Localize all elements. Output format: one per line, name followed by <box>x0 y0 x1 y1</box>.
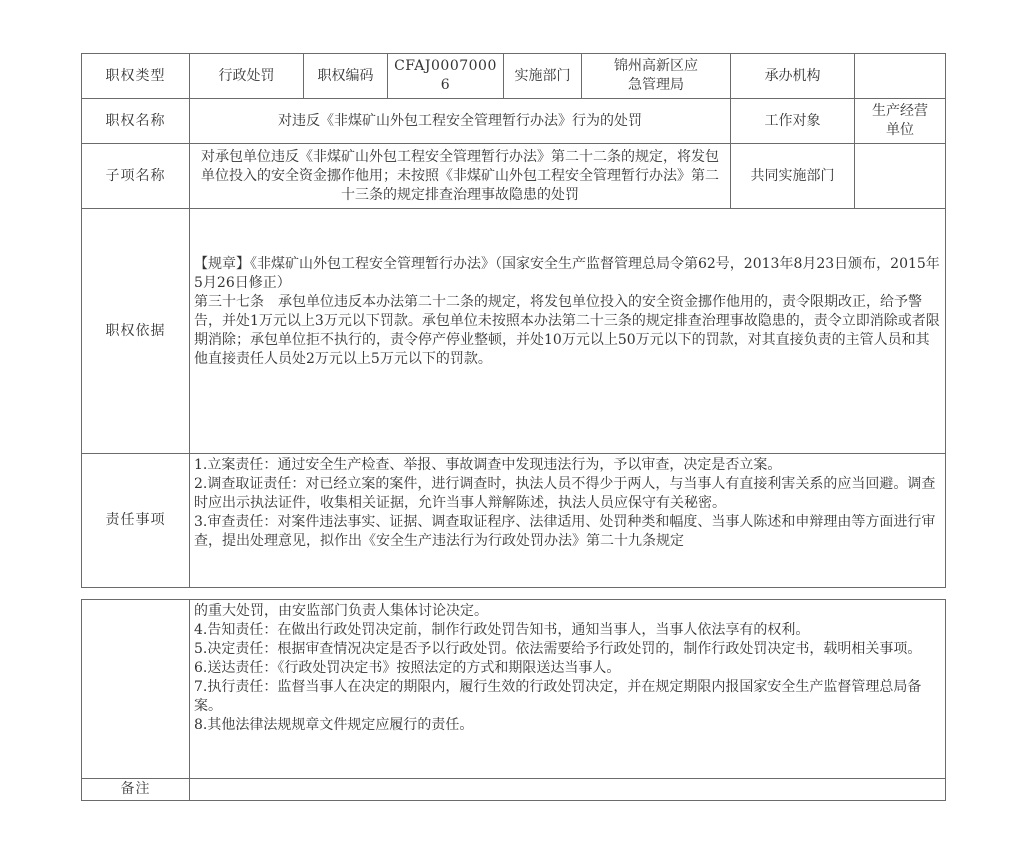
row-duty-part1 <box>82 454 946 588</box>
code-label: 职权编码 <box>304 54 388 99</box>
authority-table-upper <box>81 53 946 588</box>
row-basis <box>82 209 946 454</box>
type-value: 行政处罚 <box>190 54 304 99</box>
duty-item: 1.立案责任：通过安全生产检查、举报、事故调查中发现违法行为，予以审查，决定是否立案。 <box>194 457 782 473</box>
target-value: 生产经营单位 <box>855 99 946 144</box>
remarks-value <box>190 779 946 801</box>
type-label: 职权类型 <box>82 54 190 99</box>
sub-label: 子项名称 <box>82 144 190 209</box>
basis-content <box>190 209 946 454</box>
sub-value: 对承包单位违反《非煤矿山外包工程安全管理暂行办法》第二十二条的规定，将发包单位投入的安全资金挪作他用；未按照《非煤矿山外包工程安全管理暂行办法》第二十三条的规定排查治理事故隐患的处罚 <box>190 144 731 209</box>
duty-item: 4.告知责任：在做出行政处罚决定前，制作行政处罚告知书，通知当事人，当事人依法享有的权利。 <box>194 622 810 638</box>
authority-table-lower <box>81 599 946 801</box>
row-duty-part2 <box>82 600 946 779</box>
duty-item: 的重大处罚，由安监部门负责人集体讨论决定。 <box>194 603 488 619</box>
agency-value <box>855 54 946 99</box>
target-label: 工作对象 <box>731 99 855 144</box>
row-sub-item <box>82 144 946 209</box>
duty-item: 7.执行责任：监督当事人在决定的期限内，履行生效的行政处罚决定，并在规定期限内报国家安全生产监督管理总局备案。 <box>194 679 922 714</box>
name-label: 职权名称 <box>82 99 190 144</box>
duty-item: 2.调查取证责任：对已经立案的案件，进行调查时，执法人员不得少于两人，与当事人有直接利害关系的应当回避。调查时应出示执法证件，收集相关证据，允许当事人辩解陈述，执法人员应保守有关秘密。 <box>194 476 936 511</box>
agency-label: 承办机构 <box>731 54 855 99</box>
row-authority-name <box>82 99 946 144</box>
basis-regulation: 【规章】《非煤矿山外包工程安全管理暂行办法》（国家安全生产监督管理总局令第62号，2013年8月23日颁布，2015年5月26日修正） <box>194 256 940 291</box>
joint-label: 共同实施部门 <box>731 144 855 209</box>
dept-value: 锦州高新区应急管理局 <box>582 54 731 99</box>
duty-label: 责任事项 <box>82 454 190 588</box>
duty-label-continued <box>82 600 190 779</box>
duty-content-part1 <box>190 454 946 588</box>
dept-label: 实施部门 <box>504 54 582 99</box>
row-remarks <box>82 779 946 801</box>
basis-label: 职权依据 <box>82 209 190 454</box>
name-value: 对违反《非煤矿山外包工程安全管理暂行办法》行为的处罚 <box>190 99 731 144</box>
basis-article: 第三十七条 承包单位违反本办法第二十二条的规定，将发包单位投入的安全资金挪作他用的，责令限期改正，给予警告，并处1万元以上3万元以下罚款。承包单位未按照本办法第二十三条的规定排查治理事故隐患的，责令立即消除或者限期消除；承包单位拒不执行的，责令停产停业整顿，并处10万元以上50万元以下的罚款，对其直接负责的主管人员和其他直接责任人员处2万元以上5万元以下的罚款。 <box>194 294 940 367</box>
remarks-label: 备注 <box>82 779 190 801</box>
duty-item: 5.决定责任：根据审查情况决定是否予以行政处罚。依法需要给予行政处罚的，制作行政处罚决定书，载明相关事项。 <box>194 641 922 657</box>
joint-value <box>855 144 946 209</box>
duty-content-part2 <box>190 600 946 779</box>
row-authority-type <box>82 54 946 99</box>
duty-item: 6.送达责任：《行政处罚决定书》按照法定的方式和期限送达当事人。 <box>194 660 621 676</box>
duty-item: 3.审查责任：对案件违法事实、证据、调查取证程序、法律适用、处罚种类和幅度、当事人陈述和申辩理由等方面进行审查，提出处理意见，拟作出《安全生产违法行为行政处罚办法》第二十九条规定 <box>194 514 936 549</box>
code-value: CFAJ00070006 <box>388 54 504 99</box>
duty-item: 8.其他法律法规规章文件规定应履行的责任。 <box>194 717 474 733</box>
